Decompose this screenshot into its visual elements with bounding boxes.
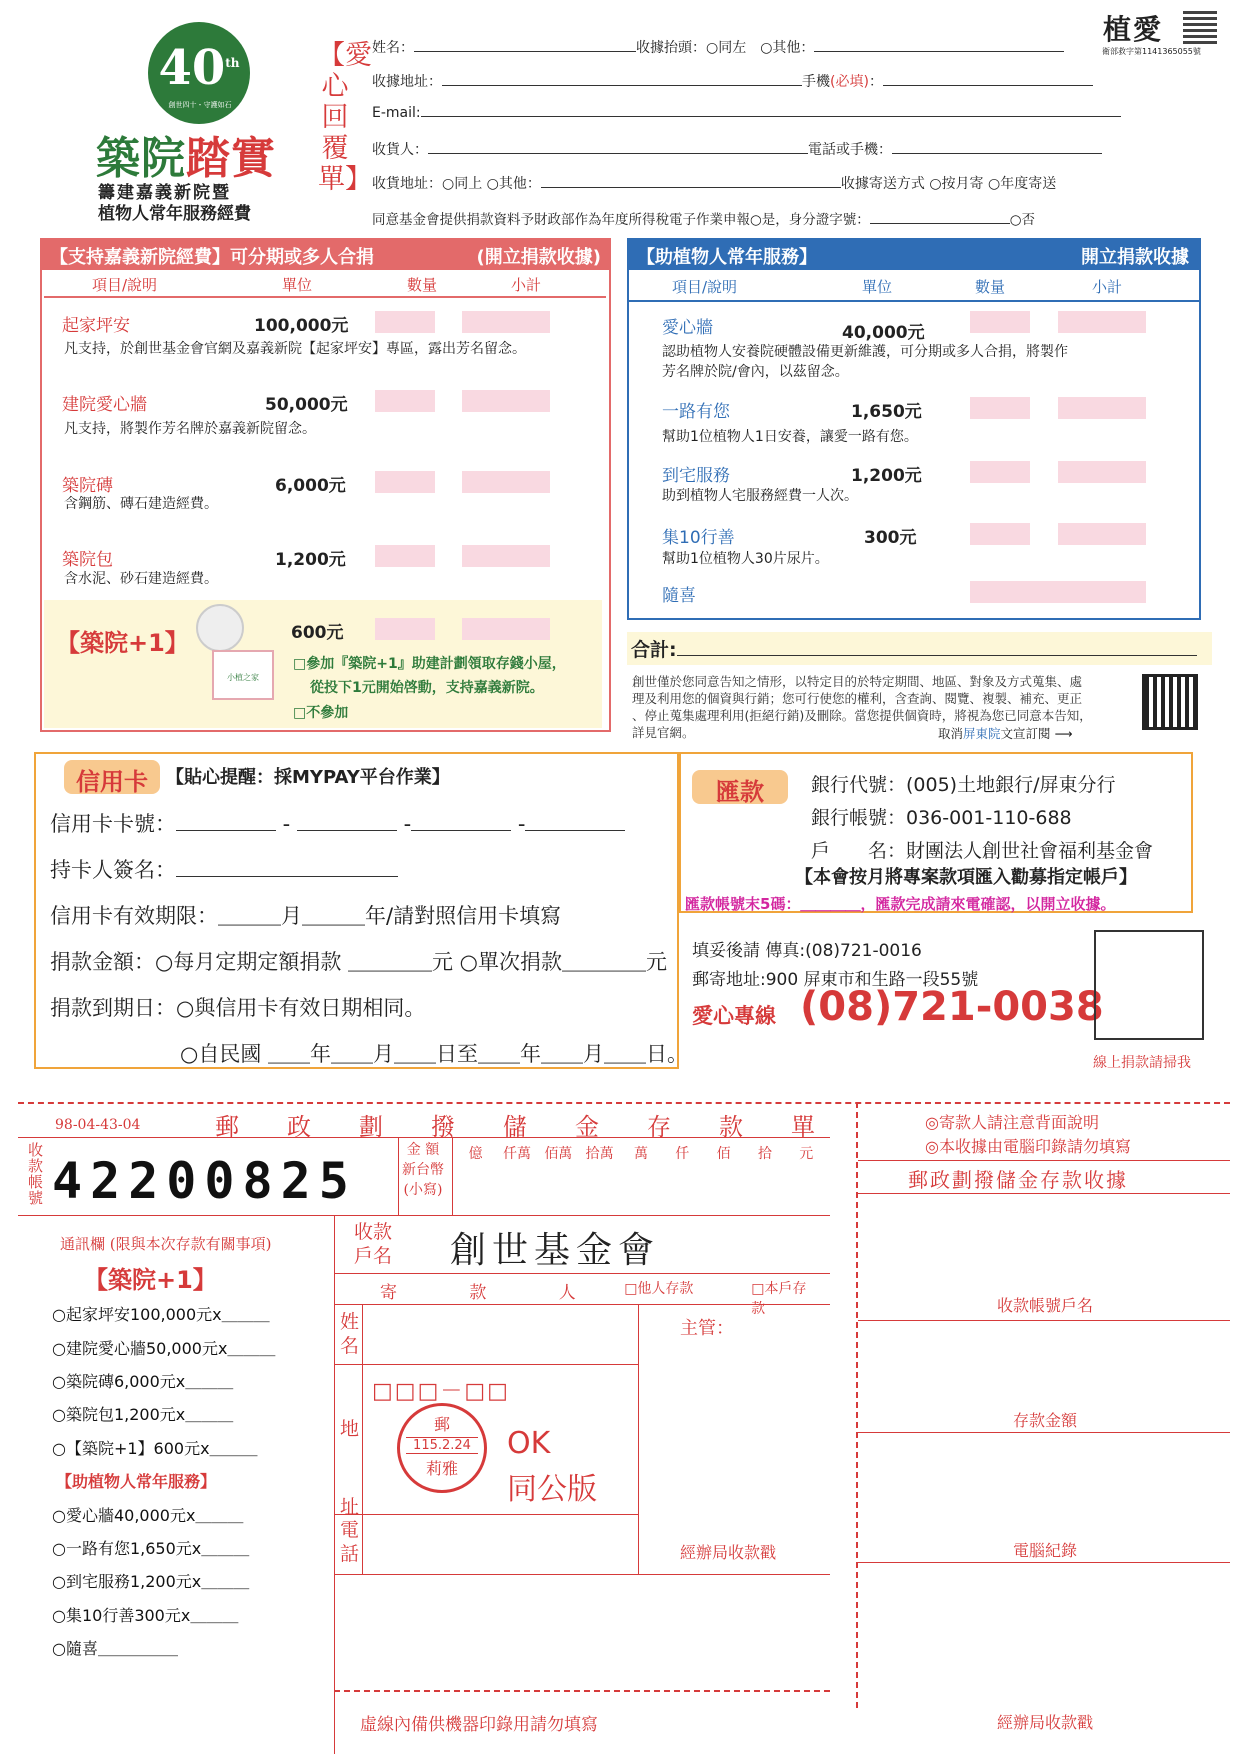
qty-input[interactable] <box>970 523 1030 545</box>
subtotal-input[interactable] <box>1058 523 1146 545</box>
deposit-amount-label: 存款金額 <box>1013 1411 1078 1430</box>
qty-input[interactable] <box>375 471 435 493</box>
item-name: 築院包 <box>62 550 113 570</box>
plus-title: 【築院+1】 <box>56 629 189 657</box>
name-row[interactable]: 姓名： 收據抬頭：○同左 ○其他： <box>372 37 1064 57</box>
donation-end-date-field[interactable]: ○自民國 ＿＿年＿＿月＿＿日至＿＿年＿＿月＿＿日。 <box>180 1042 688 1066</box>
payee-name: 創世基金會 <box>450 1230 661 1271</box>
supervisor-label: 主管： <box>680 1318 734 1339</box>
scan-label: 線上捐款請掃我 <box>1093 1055 1191 1071</box>
qty-input[interactable] <box>375 545 435 567</box>
memo-option[interactable]: ○愛心牆40,000元x＿＿＿ <box>52 1506 244 1525</box>
form-title: 【愛心回覆單】 <box>318 40 372 195</box>
right-col-subtotal: 小計 <box>1092 278 1123 296</box>
right-col-item: 項目/說明 <box>672 278 738 296</box>
memo-option[interactable]: ○起家坪安100,000元x＿＿＿ <box>52 1305 270 1324</box>
qty-input[interactable] <box>970 461 1030 483</box>
postal-note1: ◎寄款人請注意背面說明 <box>925 1113 1099 1132</box>
item-desc-2: 芳名牌於院/會內，以茲留念。 <box>662 364 849 380</box>
item-price: 1,200元 <box>275 550 346 570</box>
item-desc: 助到植物人宅服務經費一人次。 <box>662 488 858 504</box>
item-desc: 幫助1位植物人1日安養，讓愛一路有您。 <box>662 429 918 445</box>
qty-input[interactable] <box>375 618 435 640</box>
item-name: 築院磚 <box>62 476 113 496</box>
donation-amount-field[interactable]: 捐款金額：○每月定期定額捐款 ＿＿＿＿元 ○單次捐款＿＿＿＿元 <box>50 950 667 974</box>
item-price: 1,650元 <box>851 402 922 422</box>
logo-tagline: 創世四十・守護如石 <box>168 101 232 109</box>
item-price: 50,000元 <box>265 395 348 415</box>
permit-number: 衛部救字第1141365055號 <box>1102 47 1201 56</box>
memo-option[interactable]: ○【築院+1】600元x＿＿＿ <box>52 1439 258 1458</box>
girl-illustration-icon <box>196 604 244 652</box>
brand-name: 築院踏實 <box>96 133 276 184</box>
hotline-label: 愛心專線 <box>692 1004 776 1028</box>
zip-boxes[interactable]: □□□－□□ <box>372 1379 510 1404</box>
subtotal-input[interactable] <box>1058 461 1146 483</box>
postmark-stamp: 郵 115.2.24 莉雅 <box>397 1403 487 1493</box>
item-name: 到宅服務 <box>662 466 730 486</box>
right-col-unit: 單位 <box>862 278 893 296</box>
memo-option[interactable]: ○建院愛心牆50,000元x＿＿＿ <box>52 1339 276 1358</box>
plus-join-option[interactable]: □參加『築院+1』助建計劃領取存錢小屋， <box>293 656 566 672</box>
item-name: 集10行善 <box>662 528 735 548</box>
item-desc: 幫助1位植物人30片尿片。 <box>662 551 829 567</box>
memo-option[interactable]: ○到宅服務1,200元x＿＿＿ <box>52 1572 250 1591</box>
item-name: 愛心牆 <box>662 318 713 338</box>
plus-decline-option[interactable]: □不參加 <box>293 705 349 721</box>
credit-hint: 【貼心提醒：採MYPAY平台作業】 <box>166 767 450 788</box>
item-name: 建院愛心牆 <box>62 395 147 415</box>
item-price: 40,000元 <box>842 323 925 343</box>
item-name: 隨喜 <box>662 586 696 606</box>
unsubscribe-link[interactable]: 取消屏東院文宣訂閱 ⟶ <box>938 726 1073 741</box>
account-label: 收 款 帳 號 <box>28 1141 44 1207</box>
memo-sub-title: 【助植物人常年服務】 <box>56 1472 217 1491</box>
memo-option[interactable]: ○築院包1,200元x＿＿＿ <box>52 1405 234 1424</box>
postal-top-border <box>18 1102 1230 1104</box>
qty-input[interactable] <box>970 311 1030 333</box>
card-expiry-field[interactable]: 信用卡有效期限：＿＿＿月＿＿＿年/請對照信用卡填寫 <box>50 904 562 928</box>
item-price: 100,000元 <box>254 316 349 336</box>
receipt-title: 郵政劃撥儲金存款收據 <box>908 1168 1128 1192</box>
brand-line1: 籌建嘉義新院暨 <box>98 183 231 203</box>
item-name: 起家坪安 <box>62 316 130 336</box>
bureau-stamp-label: 經辦局收款戳 <box>680 1543 777 1562</box>
name-label: 姓名 <box>340 1311 360 1357</box>
subtotal-input[interactable] <box>462 545 550 567</box>
hotline-number[interactable]: (08)721-0038 <box>800 984 1104 1030</box>
subtotal-input[interactable] <box>1058 397 1146 419</box>
house-label: 小植之家 <box>227 673 259 682</box>
privacy-notice: 創世僅於您同意告知之情形，以特定目的於特定期間、地區、對象及方式蒐集、處 理及利用您的個資與行銷；您可行使您的權利，含查詢、閱覽、複製、補充、更正 、停止蒐集處理利用(拒絕行銷)及刪除。當您提供個資時，將視為您已同意本告知， 詳見官網。 <box>632 674 1092 740</box>
item-desc: 凡支持，於創世基金會官網及嘉義新院【起家坪安】專區，露出芳名留念。 <box>64 341 526 357</box>
item-desc: 凡支持，將製作芳名牌於嘉義新院留念。 <box>64 421 316 437</box>
machine-note: 虛線內備供機器印錄用請勿填寫 <box>360 1715 598 1735</box>
memo-option[interactable]: ○一路有您1,650元x＿＿＿ <box>52 1539 250 1558</box>
item-desc: 認助植物人安養院硬體設備更新維護，可分期或多人合捐，將製作 <box>662 344 1068 360</box>
item-price: 6,000元 <box>275 476 346 496</box>
subtotal-input[interactable] <box>462 390 550 412</box>
remit-last5[interactable]: 匯款帳號末5碼：＿＿＿＿，匯款完成請來電確認，以開立收據。 <box>685 895 1116 913</box>
left-col-subtotal: 小計 <box>511 276 542 294</box>
memo-title: 通訊欄 (限與本次存款有關事項) <box>60 1235 272 1253</box>
subtotal-input[interactable] <box>970 581 1146 603</box>
memo-option[interactable]: ○築院磚6,000元x＿＿＿ <box>52 1372 234 1391</box>
left-section-header: 【支持嘉義新院經費】可分期或多人合捐 (開立捐款收據) <box>42 240 609 270</box>
right-section-header: 【助植物人常年服務】 開立捐款收據 <box>629 240 1199 270</box>
computer-record-label: 電腦紀錄 <box>1013 1541 1078 1560</box>
plus-price: 600元 <box>291 623 344 643</box>
brand-line2: 植物人常年服務經費 <box>98 204 251 224</box>
email-row[interactable]: E-mail: <box>372 105 1121 121</box>
mail-address: 郵寄地址:900 屏東市和生路一段55號 <box>692 970 979 990</box>
memo-option[interactable]: ○集10行善300元x＿＿＿ <box>52 1606 239 1625</box>
remit-note: 【本會按月將專案款項匯入勸募指定帳戶】 <box>795 867 1137 888</box>
memo-option[interactable]: ○隨喜＿＿＿＿＿ <box>52 1639 178 1658</box>
sender-label: 寄 款 人 □他人存款 □本戶存款 <box>380 1281 807 1317</box>
qr-code-online-donation[interactable] <box>1094 930 1204 1040</box>
item-name: 一路有您 <box>662 402 730 422</box>
postal-code: 98-04-43-04 <box>55 1117 141 1133</box>
logo-number: 40th <box>158 40 240 96</box>
payee-label: 收款戶名 <box>354 1221 393 1267</box>
item-desc: 含鋼筋、磚石建造經費。 <box>64 496 218 512</box>
qty-input[interactable] <box>970 397 1030 419</box>
ok-note: OK <box>507 1426 551 1461</box>
qty-input[interactable] <box>375 311 435 333</box>
postal-note2: ◎本收據由電腦印錄請勿填寫 <box>925 1137 1131 1156</box>
remit-tag: 匯款 <box>692 770 788 804</box>
address-label: 地址 <box>340 1418 360 1518</box>
right-col-qty: 數量 <box>975 278 1006 296</box>
subtotal-input[interactable] <box>462 471 550 493</box>
cardholder-signature-field[interactable]: 持卡人簽名： <box>50 854 398 884</box>
bank-account: 銀行帳號：036-001-110-688 <box>811 807 1072 829</box>
consent-row[interactable]: 同意基金會提供捐款資料予財政部作為年度所得稅電子作業申報○是，身分證字號： ○否 <box>372 212 1036 228</box>
ok-note-2: 同公版 <box>507 1472 597 1507</box>
donation-end-option[interactable]: 捐款到期日：○與信用卡有效日期相同。 <box>50 996 426 1020</box>
subtotal-input[interactable] <box>462 618 550 640</box>
left-col-qty: 數量 <box>407 276 438 294</box>
bank-code: 銀行代號：(005)土地銀行/屏東分行 <box>811 774 1116 796</box>
payee-account-label: 收款帳號戶名 <box>997 1296 1094 1315</box>
bureau-stamp-label-2: 經辦局收款戳 <box>997 1713 1094 1732</box>
item-desc: 含水泥、砂石建造經費。 <box>64 571 218 587</box>
qr-code-unsubscribe[interactable] <box>1142 674 1198 730</box>
item-price: 1,200元 <box>851 466 922 486</box>
receipt-address-row[interactable]: 收據地址： 手機(必填)： <box>372 71 1093 91</box>
phone-label: 電話 <box>340 1519 360 1565</box>
left-col-unit: 單位 <box>282 276 313 294</box>
subtotal-input[interactable] <box>1058 311 1146 333</box>
subtotal-input[interactable] <box>462 311 550 333</box>
total-field[interactable]: 合計: <box>627 632 1212 665</box>
ship-address-row[interactable]: 收貨地址：○同上 ○其他： 收據寄送方式 ○按月寄 ○年度寄送 <box>372 176 1057 192</box>
memo-plus-title: 【築院+1】 <box>84 1266 217 1294</box>
amount-label: 金 額 新台幣 (小寫) <box>402 1142 444 1198</box>
postal-title: 郵 政 劃 撥 儲 金 存 款 單 <box>215 1113 815 1141</box>
left-col-item: 項目/說明 <box>92 276 158 294</box>
account-holder: 戶 名：財團法人創世社會福利基金會 <box>811 840 1154 862</box>
qty-input[interactable] <box>375 390 435 412</box>
item-price: 300元 <box>864 528 917 548</box>
plus-join-option-desc: 從投下1元開始啓動，支持嘉義新院。 <box>310 680 544 696</box>
recipient-row[interactable]: 收貨人： 電話或手機： <box>372 139 1102 159</box>
card-number-field[interactable]: 信用卡卡號： - - - <box>50 808 625 838</box>
account-number: 42200825 <box>52 1152 357 1210</box>
badge-title: 植愛 <box>1103 13 1164 46</box>
qr-code-small <box>1183 10 1217 44</box>
amount-digits[interactable]: 億 仟萬 佰萬 拾萬 萬 仟 佰 拾 元 <box>468 1146 814 1162</box>
fax-info: 填妥後請 傳真:(08)721-0016 <box>692 941 922 961</box>
credit-card-tag: 信用卡 <box>64 760 160 794</box>
